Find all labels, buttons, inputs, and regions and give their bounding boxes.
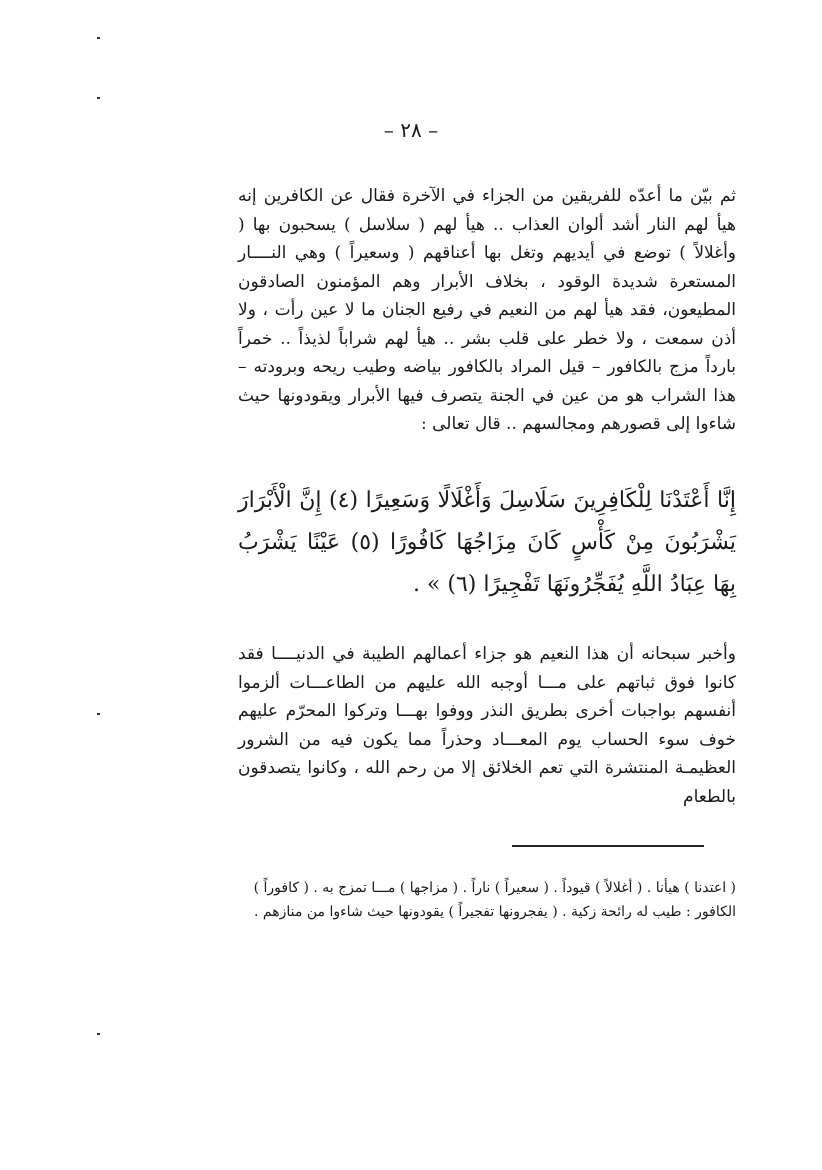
scan-speck	[97, 97, 100, 99]
body-paragraph-1: ثم بيّن ما أعدّه للفريقين من الجزاء في الآخرة فقال عن الكافرين إنه هيأ لهم النار أشد ألوان العذاب .. هيأ لهم ( سلاسل ) يسحبون بها ( وأغلالاً ) توضع في أيديهم وتغل بها أعناقهم ( وسعيراً ) وهي النــــار المستعرة شديدة الوقود ، بخلاف الأبرار وهم المؤمنون الصادقون المطيعون، فقد هيأ لهم من النعيم في رفيع الجنان ما لا عين رأت ، ولا أذن سمعت ، ولا خطر على قلب بشر .. هيأ لهم شراباً لذيذاً .. خمراً بارداً مزج بالكافور – قيل المراد بالكافور بياضه وطيب ريحه وبرودته – هذا الشراب هو من عين في الجنة يتصرف فيها الأبرار ويقودونها حيث شاءوا إلى قصورهم ومجالسهم .. قال تعالى :	[238, 186, 736, 434]
scan-speck	[97, 1033, 100, 1035]
body-paragraph-2: وأخبر سبحانه أن هذا النعيم هو جزاء أعمالهم الطيبة في الدنيــــا فقد كانوا فوق ثباتهم على مـــا أوجبه الله عليهم من الطاعـــات ألزموا أنفسهم بواجبات أخرى بطريق النذر ووفوا بهـــا وتركوا المحرّم عليهم خوف سوء الحساب يوم المعـــاد وحذراً مما يكون فيه من الشرور العظيمـة المنتشرة التي تعم الخلائق إلا من رحم الله ، وكانوا يتصدقون بالطعام	[238, 644, 736, 807]
scan-speck	[97, 37, 100, 39]
footnote: ( اعتدنا ) هيأنا . ( أغلالاً ) قيوداً . ( سعيراً ) ناراً . ( مزاجها ) مـــا تمزج به . ( كافوراً ) الكافور : طيب له رائحة زكية . ( يفجرونها تفجيراً ) يقودونها حيث شاءوا من منازهم .	[253, 880, 736, 920]
scan-speck	[97, 713, 100, 715]
page-number: – ٢٨ –	[383, 118, 439, 142]
quran-verse: إِنَّا أَعْتَدْنَا لِلْكَافِرِينَ سَلَاسِلَ وَأَغْلَالًا وَسَعِيرًا (٤) إِنَّ الْأَبْرَارَ يَشْرَبُونَ مِنْ كَأْسٍ كَانَ مِزَاجُهَا كَافُورًا (٥) عَيْنًا يَشْرَبُ بِهَا عِبَادُ اللَّهِ يُفَجِّرُونَهَا تَفْجِيرًا (٦) » .	[238, 488, 736, 597]
footnote-divider	[512, 845, 704, 847]
